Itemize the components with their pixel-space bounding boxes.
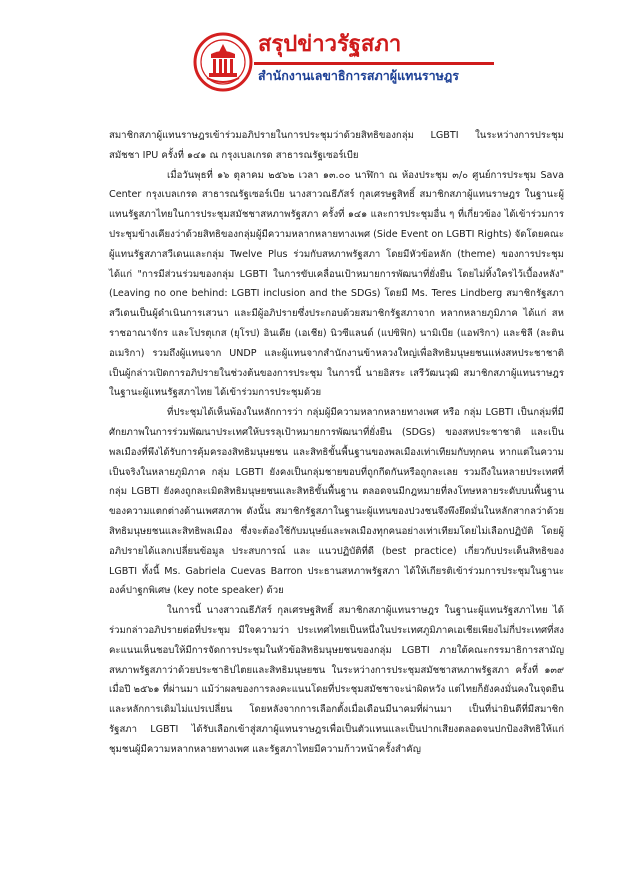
article-paragraph: ในการนี้ นางสาวณธีภัสร์ กุลเศรษฐสิทธิ์ สมาชิกสภาผู้แทนราษฎร ในฐานะผู้แทนรัฐสภาไทย ได้ร่วมกล่าวอภิปรายต่อที่ประชุม มีใจความว่า ประเทศไทยเป็นหนึ่งในประเทศภูมิภาคเอเชียเพียงไม่กี่ประเทศที่สงคะแนนเห็นชอบให้มีการจัดการประชุมในหัวข้อสิทธิมนุษยชนของกลุ่ม LGBTI ภายใต้คณะกรรมาธิการสามัญสหภาพรัฐสภาว่าด้วยประชาธิปไตยและสิทธิมนุษยชน ในระหว่างการประชุมสมัชชาสหภาพรัฐสภา ครั้งที่ ๑๓๙ เมื่อปี ๒๕๖๑ ที่ผ่านมา แม้ว่าผลของการลงคะแนนโดยที่ประชุมสมัชชาจะน่าผิดหวัง แต่ไทยก็ยังคงมั่นคงในจุดยืนและหลักการเดิมไม่แปรเปลี่ยน โดยหลังจากการเลือกตั้งเมื่อเดือนมีนาคมที่ผ่านมา เป็นที่น่ายินดีที่มีสมาชิกรัฐสภา LGBTI ได้รับเลือกเข้าสู่สภาผู้แทนราษฎรเพื่อเป็นตัวแทนและเป็นปากเสียงตลอดจนปกป้องสิทธิให้แก่ชุมชนผู้มีความหลากหลายทางเพศ และรัฐสภาไทยมีความก้าวหน้าครั้งสำคัญ [109,605,564,755]
parliament-emblem-icon [193,32,253,92]
article-headline: สมาชิกสภาผู้แทนราษฎรเข้าร่วมอภิปรายในการประชุมว่าด้วยสิทธิของกลุ่ม LGBTI ในระหว่างการประชุมสมัชชา IPU ครั้งที่ ๑๔๑ ณ กรุงเบลเกรด สาธารณรัฐเซอร์เบีย [109,130,564,161]
publisher-name: สำนักงานเลขาธิการสภาผู้แทนราษฎร [258,68,459,83]
article-body [109,126,564,760]
article-paragraph: เมื่อวันพุธที่ ๑๖ ตุลาคม ๒๕๖๒ เวลา ๑๓.๐๐ นาฬิกา ณ ห้องประชุม ๓/๐ ศูนย์การประชุม Sava Center กรุงเบลเกรด สาธารณรัฐเซอร์เบีย นางสาวณธีภัสร์ กุลเศรษฐสิทธิ์ สมาชิกสภาผู้แทนราษฎร ในฐานะผู้แทนรัฐสภาไทยในการประชุมสมัชชาสหภาพรัฐสภา ครั้งที่ ๑๔๑ และการประชุมอื่น ๆ ที่เกี่ยวข้อง ได้เข้าร่วมการประชุมข้างเคียงว่าด้วยสิทธิของกลุ่มผู้มีความหลากหลายทางเพศ (Side Event on LGBTI Rights) จัดโดยคณะผู้แทนรัฐสภาสวีเดนและกลุ่ม Twelve Plus ร่วมกับสหภาพรัฐสภา โดยมีหัวข้อหลัก (theme) ของการประชุม ได้แก่ "การมีส่วนร่วมของกลุ่ม LGBTI ในการขับเคลื่อนเป้าหมายการพัฒนาที่ยั่งยืน โดยไม่ทิ้งใครไว้เบื้องหลัง" (Leaving no one behind: LGBTI inclusion and the SDGs) โดยมี Ms. Teres Lindberg สมาชิกรัฐสภาสวีเดนเป็นผู้ดำเนินการเสวนา และมีผู้อภิปรายซึ่งประกอบด้วยสมาชิกรัฐสภาจาก หลากหลายภูมิภาค ได้แก่ สหราชอาณาจักร และโปรตุเกส (ยุโรป) อินเดีย (เอเชีย) นิวซีแลนด์ (แปซิฟิก) นามิเบีย (แอฟริกา) และชิลี (ละตินอเมริกา) รวมถึงผู้แทนจาก UNDP และผู้แทนจากสำนักงานข้าหลวงใหญ่เพื่อสิทธิมนุษยชนแห่งสหประชาชาติ เป็นผู้กล่าวเปิดการอภิปรายในช่วงต้นของการประชุม ในการนี้ นายอิสระ เสรีวัฒนวุฒิ สมาชิกสภาผู้แทนราษฎร ในฐานะผู้แทนรัฐสภาไทย ได้เข้าร่วมการประชุมด้วย [109,169,564,399]
document-header [0,0,629,108]
title-divider [254,62,494,65]
publication-title: สรุปข่าวรัฐสภา [258,32,402,57]
article-paragraph: ที่ประชุมได้เห็นพ้องในหลักการว่า กลุ่มผู้มีความหลากหลายทางเพศ หรือ กลุ่ม LGBTI เป็นกลุ่มที่มีศักยภาพในการร่วมพัฒนาประเทศให้บรรลุเป้าหมายการพัฒนาที่ยั่งยืน (SDGs) ของสหประชาชาติ และเป็นพลเมืองที่พึงได้รับการคุ้มครองสิทธิมนุษยชน และสิทธิขั้นพื้นฐานของพลเมืองเท่าเทียมกับทุกคน หากแต่ในความเป็นจริงในหลายภูมิภาค กลุ่ม LGBTI ยังคงเป็นกลุ่มชายขอบที่ถูกกีดกันหรือถูกละเลย รวมถึงในหลายประเทศที่กลุ่ม LGBTI ยังคงถูกละเมิดสิทธิมนุษยชนและสิทธิขั้นพื้นฐาน ตลอดจนมีกฎหมายที่ลงโทษหลายระดับบนพื้นฐานของความแตกต่างด้านเพศสภาพ ดังนั้น สมาชิกรัฐสภาในฐานะผู้แทนของปวงชนจึงพึงยึดมั่นในหลักสากลว่าด้วยสิทธิมนุษยชนและสิทธิพลเมือง ซึ่งจะต้องใช้กับมนุษย์และพลเมืองทุกคนอย่างเท่าเทียมโดยไม่เลือกปฏิบัติ โดยผู้อภิปรายได้แลกเปลี่ยนข้อมูล ประสบการณ์ และ แนวปฏิบัติที่ดี (best practice) เกี่ยวกับประเด็นสิทธิของ LGBTI ทั้งนี้ Ms. Gabriela Cuevas Barron ประธานสหภาพรัฐสภา ได้ให้เกียรติเข้าร่วมการประชุมในฐานะองค์ปาฐกพิเศษ (key note speaker) ด้วย [109,407,564,597]
